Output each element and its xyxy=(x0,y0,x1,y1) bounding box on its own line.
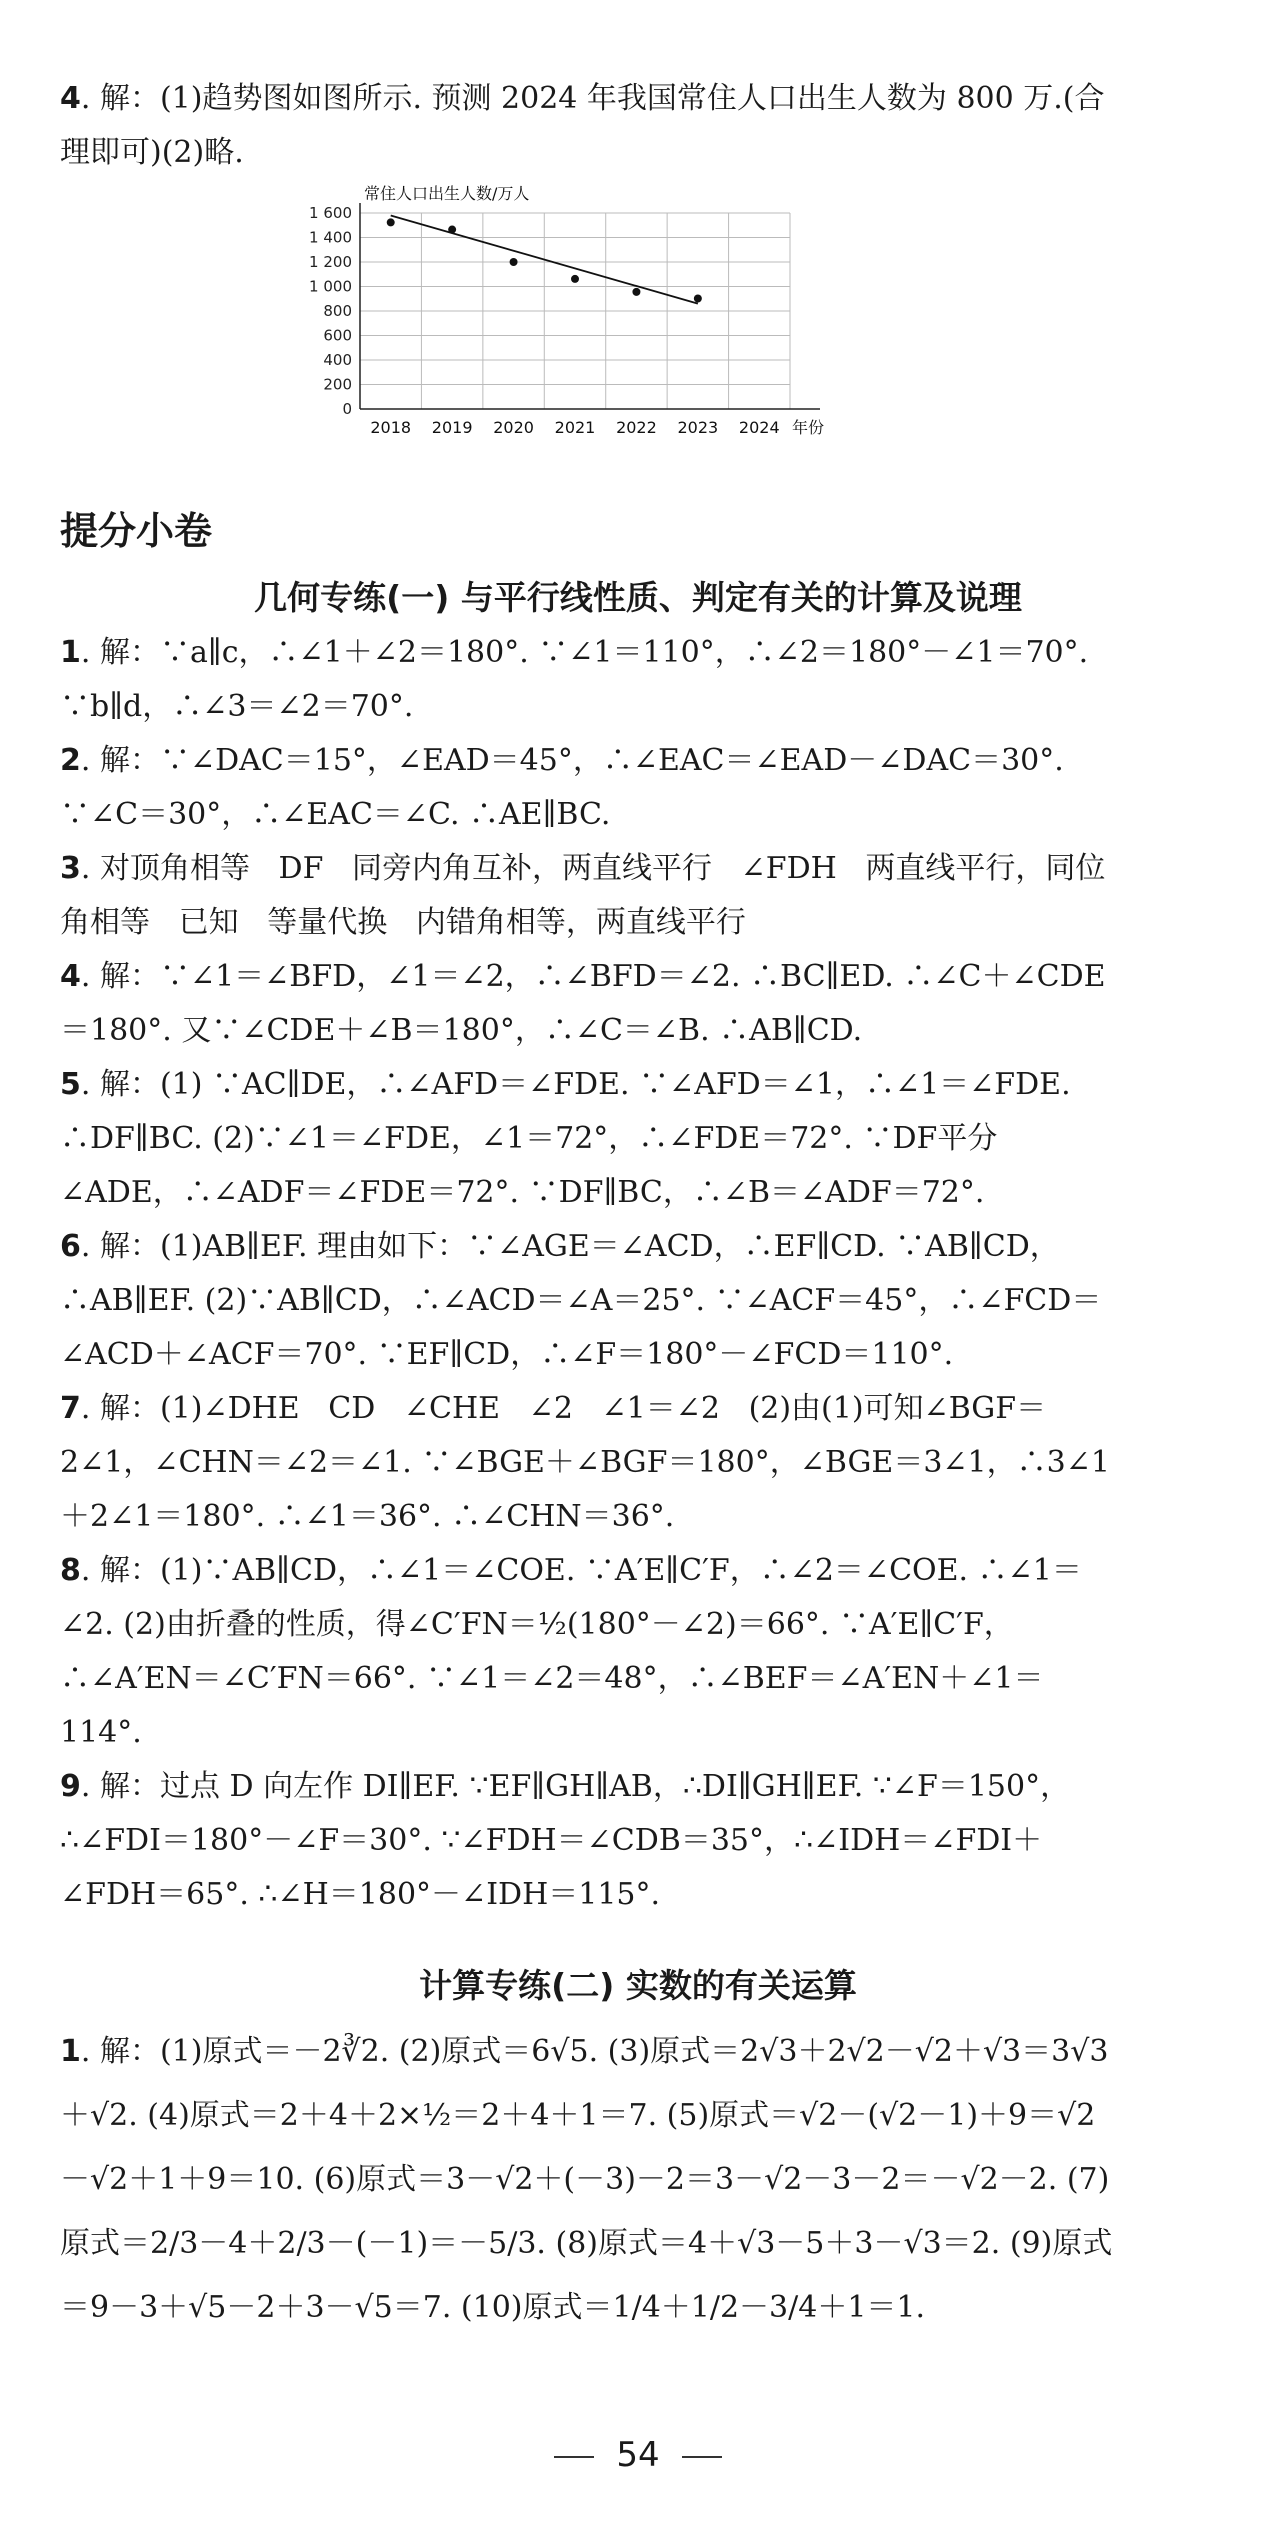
page-number xyxy=(0,2435,1276,2475)
item-text: . 解：过点 D 向左作 DI∥EF. ∵EF∥GH∥AB，∴DI∥GH∥EF. ∵∠F＝150°，∴∠FDI＝180°－∠F＝30°. ∵∠FDH＝∠CDB＝35°，∴∠IDH＝∠FDI＋∠FDH＝65°. ∴∠H＝180°－∠IDH＝115°. xyxy=(60,1769,1071,1912)
item-number: 6 xyxy=(60,1229,81,1264)
x-axis-label: 年份 xyxy=(792,418,825,437)
item-number: 4 xyxy=(60,959,81,994)
item-text: . 解：(1)原式＝－2∛2. (2)原式＝6√5. (3)原式＝2√3＋2√2－√2＋√3＝3√3＋√2. (4)原式＝2＋4＋2×½＝2＋4＋1＝7. (5)原式＝√2－(√2－1)＋9＝√2－√2＋1＋9＝10. (6)原式＝3－√2＋(－3)－2＝3－√2－3－2＝－√2－2. (7)原式＝2/3－4＋2/3－(－1)＝－5/3. (8)原式＝4＋√3－5＋3－√3＝2. (9)原式＝9－3＋√5－2＋3－√5＝7. (10)原式＝1/4＋1/2－3/4＋1＝1. xyxy=(60,2034,1113,2325)
item-text: . 解：(1)∠DHE CD ∠CHE ∠2 ∠1＝∠2 (2)由(1)可知∠BGF＝2∠1，∠CHN＝∠2＝∠1. ∵∠BGE＋∠BGF＝180°，∠BGE＝3∠1，∴3∠1＋2∠1＝180°. ∴∠1＝36°. ∴∠CHN＝36°. xyxy=(60,1391,1110,1534)
y-tick-label: 0 xyxy=(342,400,352,418)
geometry-item-2 xyxy=(60,734,1120,842)
item-text: . 解：(1)AB∥EF. 理由如下：∵∠AGE＝∠ACD，∴EF∥CD. ∵AB∥CD，∴AB∥EF. (2)∵AB∥CD，∴∠ACD＝∠A＝25°. ∵∠ACF＝45°，∴∠FCD＝∠ACD＋∠ACF＝70°. ∵EF∥CD，∴∠F＝180°－∠FCD＝110°. xyxy=(60,1229,1102,1372)
data-point xyxy=(632,288,640,296)
data-point xyxy=(387,218,395,226)
x-tick-label: 2021 xyxy=(554,418,596,437)
item-number: 1 xyxy=(60,2034,81,2069)
geometry-item-5 xyxy=(60,1058,1120,1220)
y-tick-label: 600 xyxy=(323,326,352,345)
section-title: 提分小卷 xyxy=(60,509,213,553)
item-number: 3 xyxy=(60,851,81,886)
geometry-item-6 xyxy=(60,1220,1120,1382)
x-tick-label: 2024 xyxy=(738,418,780,437)
y-tick-label: 1 600 xyxy=(309,204,352,222)
x-tick-label: 2018 xyxy=(370,418,412,437)
item-number: 5 xyxy=(60,1067,81,1102)
question-number: 4 xyxy=(60,81,81,116)
page-number-value: 54 xyxy=(616,2435,660,2475)
geometry-item-4 xyxy=(60,950,1120,1058)
data-point xyxy=(694,295,702,303)
subsection-title-geometry: 几何专练(一) 与平行线性质、判定有关的计算及说理 xyxy=(254,578,1022,617)
item-number: 1 xyxy=(60,635,81,670)
y-tick-label: 1 000 xyxy=(309,277,352,296)
page-number-dash-left xyxy=(554,2456,594,2458)
data-point xyxy=(448,226,456,234)
geometry-item-9 xyxy=(60,1760,1120,1922)
geometry-item-1 xyxy=(60,626,1120,734)
y-tick-label: 1 200 xyxy=(309,253,352,271)
y-tick-label: 1 400 xyxy=(309,228,352,247)
birth-trend-chart xyxy=(290,175,890,445)
question-text: . 解：(1)趋势图如图所示. 预测 2024 年我国常住人口出生人数为 800 万.(合理即可)(2)略. xyxy=(60,81,1105,170)
item-text: . 解：∵a∥c，∴∠1＋∠2＝180°. ∵∠1＝110°，∴∠2＝180°－∠1＝70°. ∵b∥d，∴∠3＝∠2＝70°. xyxy=(60,635,1098,724)
data-point xyxy=(510,258,518,266)
item-text: . 解：∵∠DAC＝15°，∠EAD＝45°，∴∠EAC＝∠EAD－∠DAC＝30°. ∵∠C＝30°，∴∠EAC＝∠C. ∴AE∥BC. xyxy=(60,743,1074,832)
item-number: 9 xyxy=(60,1769,81,1804)
x-tick-label: 2019 xyxy=(431,418,473,437)
subsection-title-calculation: 计算专练(二) 实数的有关运算 xyxy=(419,1966,857,2005)
x-tick-label: 2023 xyxy=(677,418,719,437)
geometry-item-8 xyxy=(60,1544,1120,1760)
calculation-item-1 xyxy=(60,2020,1120,2340)
item-text: . 对顶角相等 DF 同旁内角互补，两直线平行 ∠FDH 两直线平行，同位角相等 已知 等量代换 内错角相等，两直线平行 xyxy=(60,851,1106,940)
geometry-item-3 xyxy=(60,842,1120,950)
chart-svg xyxy=(290,175,890,445)
page-number-dash-right xyxy=(682,2456,722,2458)
y-tick-label: 800 xyxy=(323,302,352,320)
question-4 xyxy=(60,72,1120,180)
item-text: . 解：(1)∵AB∥CD，∴∠1＝∠COE. ∵A′E∥C′F，∴∠2＝∠COE. ∴∠1＝∠2. (2)由折叠的性质，得∠C′FN＝½(180°－∠2)＝66°. ∵A′E∥C′F，∴∠A′EN＝∠C′FN＝66°. ∵∠1＝∠2＝48°，∴∠BEF＝∠A′EN＋∠1＝114°. xyxy=(60,1553,1082,1750)
chart-title: 常住人口出生人数/万人 xyxy=(364,184,530,203)
item-text: . 解：∵∠1＝∠BFD，∠1＝∠2，∴∠BFD＝∠2. ∴BC∥ED. ∴∠C＋∠CDE＝180°. 又∵∠CDE＋∠B＝180°，∴∠C＝∠B. ∴AB∥CD. xyxy=(60,959,1106,1048)
item-number: 2 xyxy=(60,743,81,778)
x-tick-label: 2022 xyxy=(616,418,657,437)
item-text: . 解：(1) ∵AC∥DE，∴∠AFD＝∠FDE. ∵∠AFD＝∠1，∴∠1＝∠FDE. ∴DF∥BC. (2)∵∠1＝∠FDE，∠1＝72°，∴∠FDE＝72°. ∵DF平分∠ADE，∴∠ADF＝∠FDE＝72°. ∵DF∥BC，∴∠B＝∠ADF＝72°. xyxy=(60,1067,1081,1210)
x-tick-label: 2020 xyxy=(493,418,534,437)
item-number: 8 xyxy=(60,1553,81,1588)
data-point xyxy=(571,275,579,283)
y-tick-label: 200 xyxy=(323,375,352,394)
geometry-item-7 xyxy=(60,1382,1120,1544)
y-tick-label: 400 xyxy=(323,351,352,369)
item-number: 7 xyxy=(60,1391,81,1426)
